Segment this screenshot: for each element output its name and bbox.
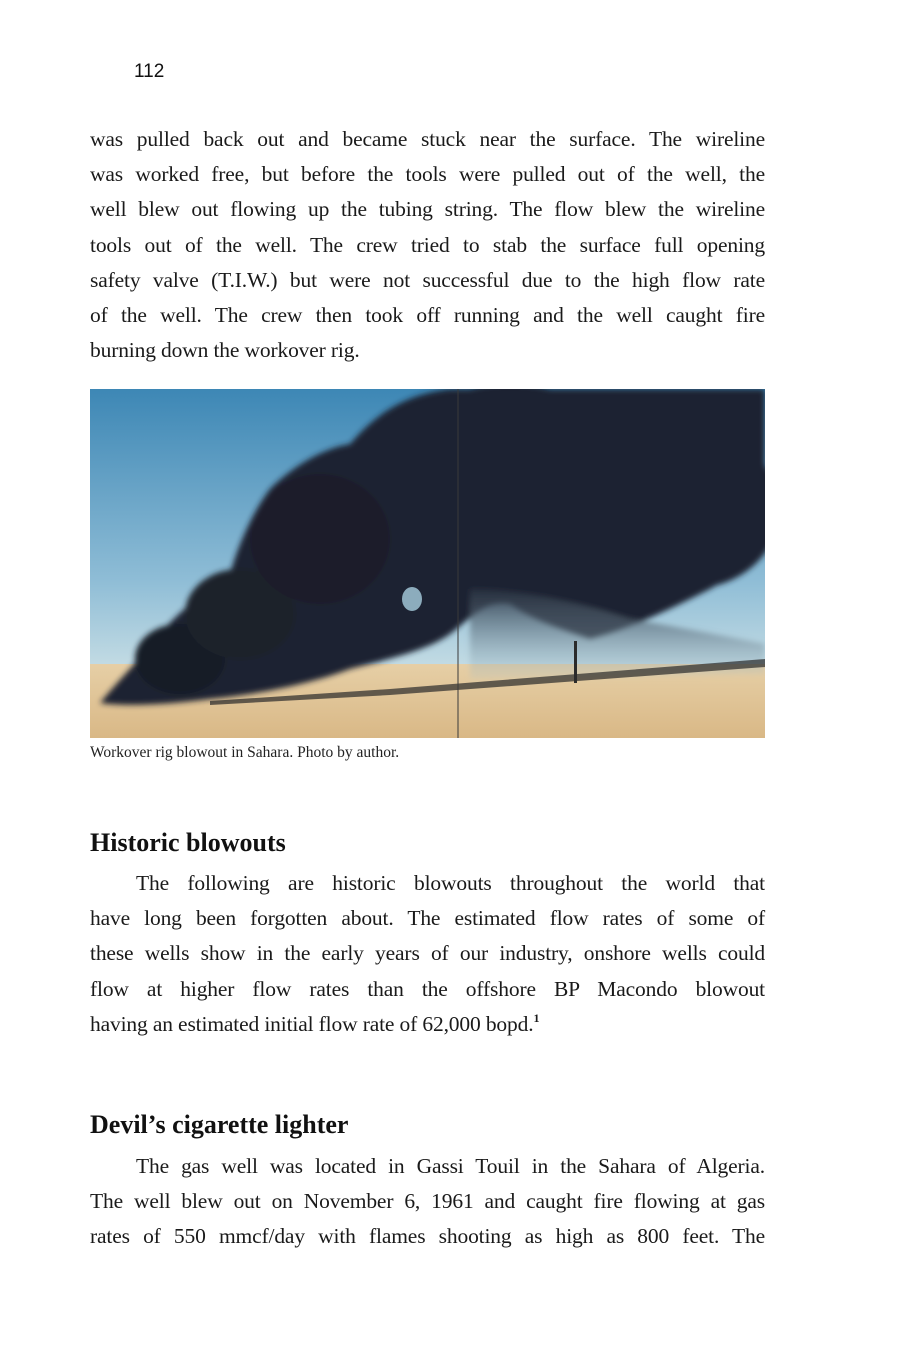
text-line: these wells show in the early years of our industry, onshore wells could [90, 941, 765, 966]
intro-paragraph [90, 122, 765, 368]
text-line: flow at higher flow rates than the offshore BP Macondo blowout [90, 976, 765, 1001]
section-heading-devils-cigarette-lighter: Devil’s cigarette lighter [90, 1110, 349, 1139]
historic-blowouts-paragraph [90, 866, 765, 1042]
text-line: having an estimated initial flow rate of 62,000 bopd. [90, 1011, 534, 1036]
footnote-ref[interactable]: 1 [533, 1010, 540, 1025]
blowout-photo [90, 389, 765, 738]
rig-derrick [574, 641, 577, 683]
devils-cigarette-lighter-paragraph [90, 1149, 765, 1255]
text-line: well blew out flowing up the tubing string. The flow blew the wireline [90, 197, 765, 222]
text-line: safety valve (T.I.W.) but were not successful due to the high flow rate [90, 267, 765, 292]
text-line: rates of 550 mmcf/day with flames shooting as high as 800 feet. The [90, 1224, 765, 1249]
text-line-with-footnote [90, 1007, 765, 1042]
text-line: tools out of the well. The crew tried to stab the surface full opening [90, 232, 765, 257]
text-line: burning down the workover rig. [90, 338, 360, 363]
text-line: The following are historic blowouts throughout the world that [136, 871, 765, 895]
figure-caption: Workover rig blowout in Sahara. Photo by author. [90, 744, 400, 761]
text-line: The gas well was located in Gassi Touil in the Sahara of Algeria. [136, 1154, 765, 1178]
text-line: The well blew out on November 6, 1961 and caught fire flowing at gas [90, 1189, 765, 1214]
text-line: was pulled back out and became stuck near the surface. The wireline [90, 127, 765, 151]
page-number: 112 [134, 61, 165, 82]
text-line: have long been forgotten about. The estimated flow rates of some of [90, 906, 765, 931]
text-line: of the well. The crew then took off running and the well caught fire [90, 303, 765, 328]
text-line: was worked free, but before the tools were pulled out of the well, the [90, 162, 765, 187]
section-heading-historic-blowouts: Historic blowouts [90, 828, 286, 857]
